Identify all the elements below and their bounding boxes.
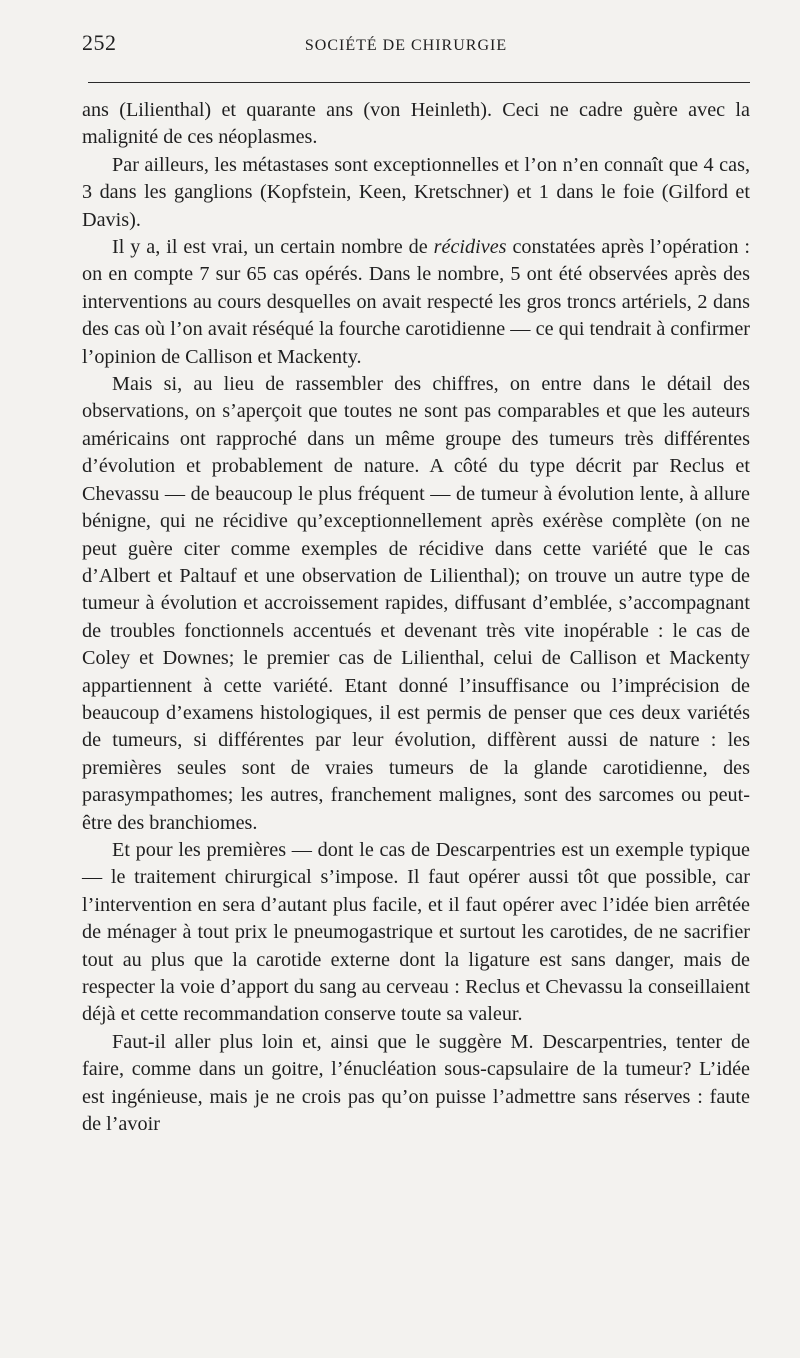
- header-rule: [88, 82, 750, 83]
- paragraph: Et pour les premières — dont le cas de Descarpentries est un exemple typique — le traitement chirurgical s’impose. Il faut opérer aussi tôt que possible, car l’intervention en sera d’autant plus facile, et il faut opérer avec l’idée bien arrêtée de ménager à tout prix le pneumogastrique et surtout les carotides, de ne sacrifier tout au plus que la carotide externe dont la ligature est sans danger, mais de respecter la voie d’apport du sang au cerveau : Reclus et Chevassu la conseillaient déjà et cette recommandation conserve toute sa valeur.: [82, 838, 750, 1026]
- paragraph: Par ailleurs, les métastases sont exceptionnelles et l’on n’en connaît que 4 cas, 3 dans les ganglions (Kopfstein, Keen, Kretschner) et 1 dans le foie (Gilford et Davis).: [82, 153, 750, 231]
- paragraph: Mais si, au lieu de rassembler des chiffres, on entre dans le détail des observations, on s’aperçoit que toutes ne sont pas comparables et que les auteurs américains ont rapproché dans un même groupe des tumeurs très différentes d’évolution et probablement de nature. A côté du type décrit par Reclus et Chevassu — de beaucoup le plus fréquent — de tumeur à évolution lente, à allure bénigne, qui ne récidive qu’exceptionnellement après exérèse complète (on ne peut guère citer comme exemples de récidive dans cette variété que le cas d’Albert et Paltauf et une observation de Lilienthal); on trouve un autre type de tumeur à évolution et accroissement rapides, diffusant d’emblée, s’accompagnant de troubles fonctionnels accentués et devenant très vite inopérable : le cas de Coley et Downes; le premier cas de Lilienthal, celui de Callison et Mackenty appartiennent à cette variété. Etant donné l’insuffisance ou l’imprécision de beaucoup d’examens histologiques, il est permis de penser que ces deux variétés de tumeurs, si différentes par leur évolution, diffèrent aussi de nature : les premières seules sont de vraies tumeurs de la glande carotidienne, des parasympathomes; les autres, franchement malignes, sont des sarcomes ou peut-être des branchiomes.: [82, 373, 750, 834]
- paragraph-text: Il y a, il est vrai, un certain nombre de: [112, 236, 434, 259]
- page-header: [82, 30, 750, 64]
- paragraph: [82, 234, 750, 371]
- paragraph: ans (Lilienthal) et quarante ans (von Heinleth). Ceci ne cadre guère avec la malignité de ces néoplasmes.: [82, 99, 750, 149]
- page-number: 252: [82, 30, 117, 55]
- body-text: [82, 97, 750, 1138]
- emphasis-recidives: récidives: [433, 236, 507, 259]
- paragraph-text: constatées après l’opération : on en compte 7 sur 65 cas opérés. Dans le nombre, 5 ont été observées après des interventions au cours desquelles on avait respecté les gros troncs artériels, 2 dans des cas où l’on avait réséqué la fourche carotidienne — ce qui tendrait à confirmer l’opinion de Callison et Mackenty.: [82, 236, 750, 368]
- running-head: SOCIÉTÉ DE CHIRURGIE: [304, 37, 508, 54]
- paragraph: Faut-il aller plus loin et, ainsi que le suggère M. Descarpentries, tenter de faire, comme dans un goitre, l’énucléation sous-capsulaire de la tumeur? L’idée est ingénieuse, mais je ne crois pas qu’on puisse l’admettre sans réserves : faute de l’avoir: [82, 1030, 750, 1136]
